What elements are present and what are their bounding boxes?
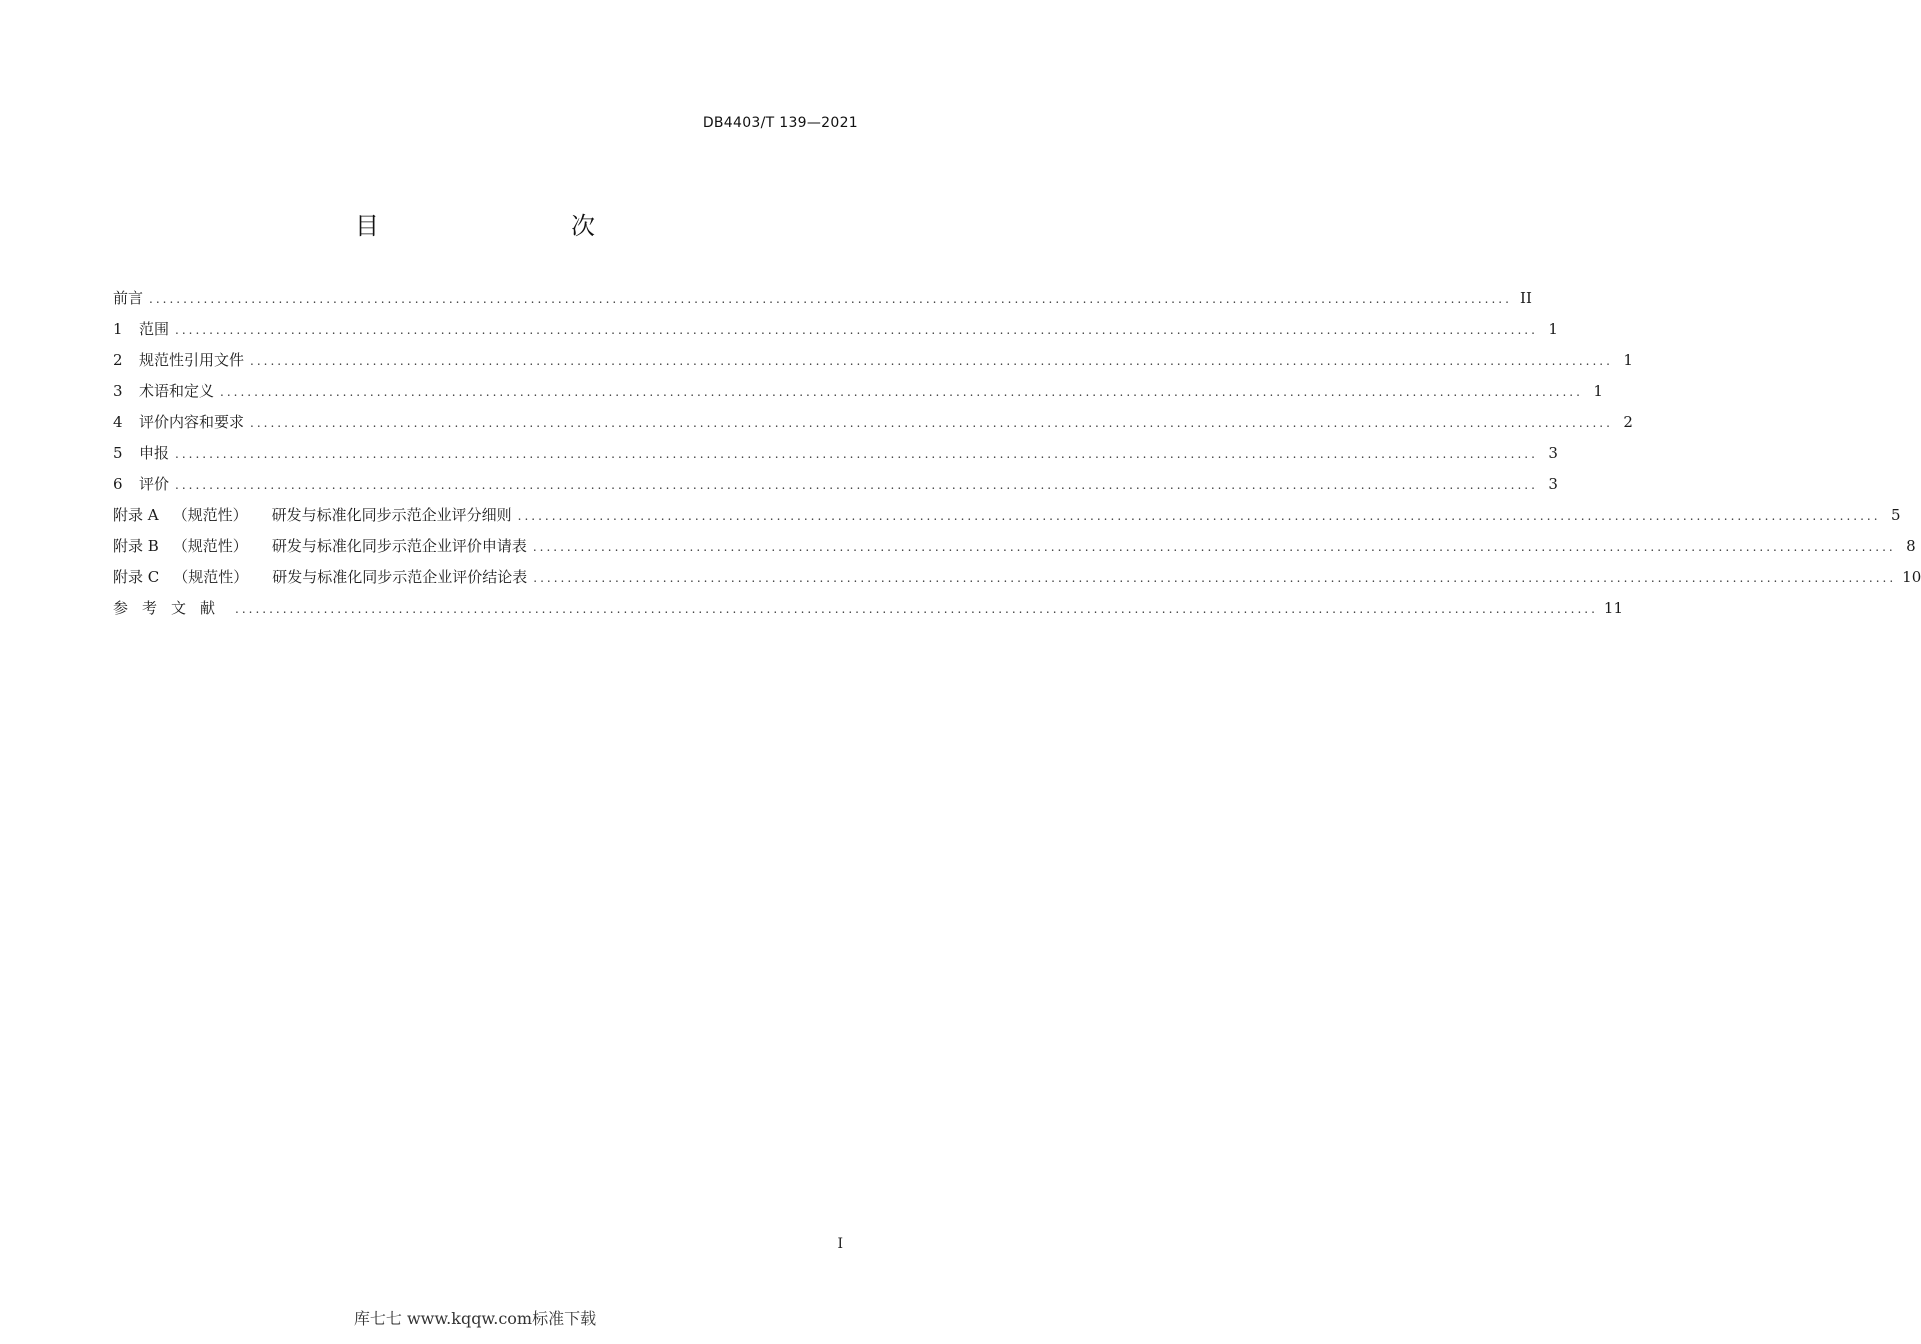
toc-leader-dots: ........................................................................................................................................................................................................ [220, 385, 1583, 399]
toc-entry[interactable] [113, 566, 1921, 597]
toc-entry-page: 3 [1548, 444, 1558, 462]
toc-entry[interactable] [113, 504, 1901, 535]
toc-entry-category: （规范性） [172, 506, 248, 524]
toc-entry-subtitle: 研发与标准化同步示范企业评分细则 [271, 506, 512, 524]
toc-entry-page: 5 [1890, 506, 1901, 524]
toc-entry-label: 范围 [139, 320, 170, 338]
toc-entry-page: 3 [1548, 475, 1558, 493]
toc-entry-label: 附录 A [113, 506, 159, 524]
toc-entry[interactable] [113, 535, 1916, 566]
toc-leader-dots: ........................................................................................................................................................................................................ [175, 447, 1538, 461]
page-number: I [837, 1236, 843, 1252]
toc-entry[interactable] [113, 349, 1633, 380]
toc-entry-category: （规范性） [173, 568, 249, 586]
toc-entry-label: 评价 [139, 475, 170, 493]
toc-entry[interactable] [113, 380, 1603, 411]
toc-entry-page: 8 [1906, 537, 1916, 555]
toc-entry-page: II [1520, 289, 1532, 307]
toc-entry-label: 附录 C [113, 568, 160, 586]
toc-entry-page: 1 [1623, 351, 1633, 369]
toc-entry-label: 申报 [139, 444, 170, 462]
toc-leader-dots: ........................................................................................................................................................................................................ [532, 540, 1896, 554]
toc-entry[interactable] [113, 287, 1532, 318]
toc-leader-dots: ........................................................................................................................................................................................................ [250, 416, 1613, 430]
toc-entry[interactable] [113, 442, 1558, 473]
toc-leader-dots: ........................................................................................................................................................................................................ [517, 509, 1881, 523]
toc-entry-page: 1 [1548, 320, 1558, 338]
toc-entry-subtitle: 研发与标准化同步示范企业评价申请表 [271, 537, 527, 555]
toc-entry-label: 评价内容和要求 [139, 413, 245, 431]
watermark-text: 库七七 www.kqqw.com标准下载 [353, 1309, 597, 1328]
toc-entry-page: 1 [1593, 382, 1603, 400]
toc-entry-label: 前言 [113, 289, 144, 307]
toc-leader-dots: ........................................................................................................................................................................................................ [533, 571, 1897, 585]
standard-code: DB4403/T 139—2021 [702, 115, 858, 131]
toc-entry-label: 术语和定义 [139, 382, 215, 400]
toc-entry-page: 10 [1902, 568, 1921, 586]
page-title: 目 次 [355, 212, 643, 240]
toc-entry-label: 参考文献 [113, 599, 230, 617]
toc-leader-dots: ........................................................................................................................................................................................................ [250, 354, 1613, 368]
toc-entry-subtitle: 研发与标准化同步示范企业评价结论表 [272, 568, 528, 586]
toc-entry-label: 附录 B [113, 537, 159, 555]
toc-entry[interactable] [113, 411, 1633, 442]
toc-entry-page: 11 [1603, 599, 1623, 617]
toc-entry-page: 2 [1623, 413, 1633, 431]
toc-entry-number: 4 [113, 413, 123, 431]
toc-leader-dots: ........................................................................................................................................................................................................ [235, 602, 1598, 616]
toc-entry-number: 6 [113, 475, 123, 493]
toc-entry-number: 2 [113, 351, 123, 369]
toc-entry[interactable] [113, 318, 1558, 349]
toc-entry[interactable] [113, 597, 1623, 628]
toc-entry-number: 1 [113, 320, 123, 338]
toc-entry[interactable] [113, 473, 1558, 504]
toc-leader-dots: ........................................................................................................................................................................................................ [175, 323, 1538, 337]
toc-entry-category: （规范性） [172, 537, 248, 555]
toc-entry-number: 5 [113, 444, 123, 462]
toc-entry-number: 3 [113, 382, 123, 400]
toc-leader-dots: ........................................................................................................................................................................................................ [149, 292, 1512, 306]
table-of-contents [113, 287, 1921, 628]
toc-leader-dots: ........................................................................................................................................................................................................ [175, 478, 1538, 492]
toc-entry-label: 规范性引用文件 [139, 351, 245, 369]
